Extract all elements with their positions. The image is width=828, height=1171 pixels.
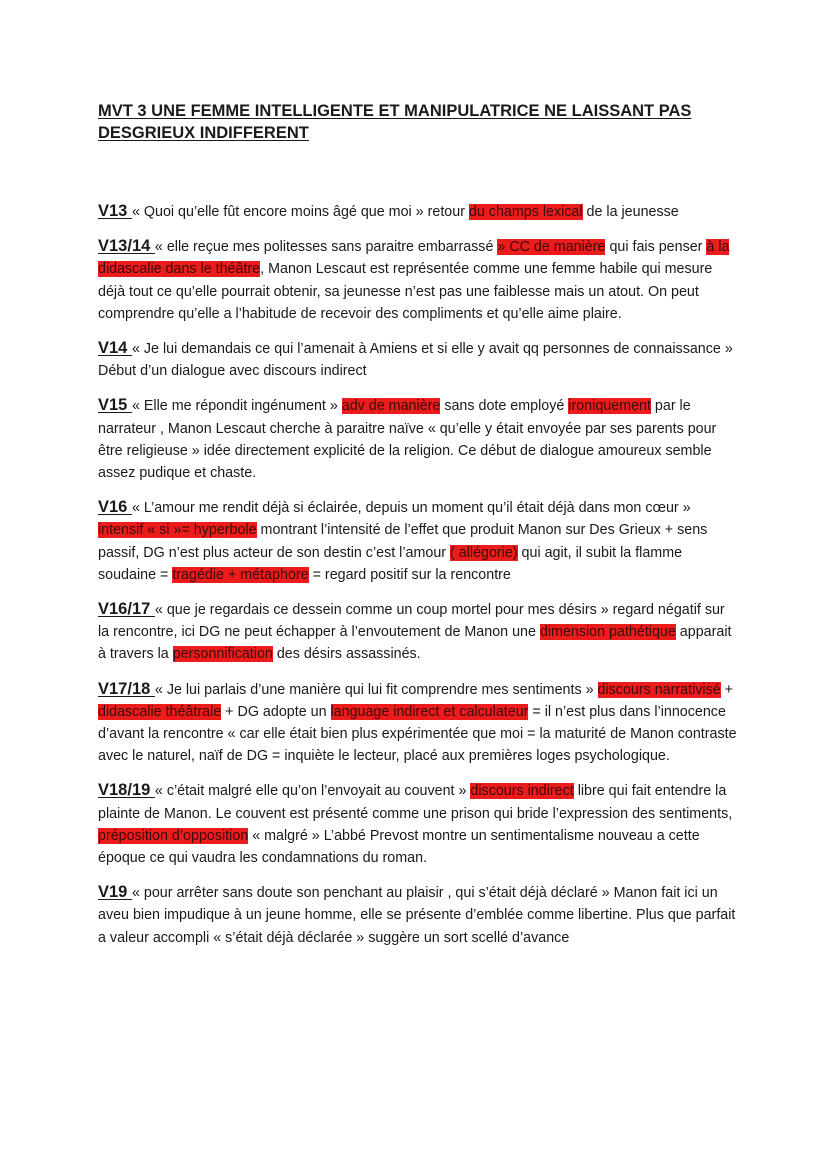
highlighted-term: dimension pathétique — [539, 624, 676, 641]
highlighted-term: » CC de manière — [497, 239, 606, 256]
body-text: « L’amour me rendit déjà si éclairée, depuis un moment qu’il était déjà dans mon cœur » — [131, 500, 691, 517]
body-text: de la jeunesse — [582, 204, 679, 220]
highlighted-term: du champs lexical — [468, 204, 583, 220]
verse-section — [98, 496, 738, 586]
verse-section — [98, 337, 738, 382]
body-text: « Elle me répondit ingénument » — [131, 398, 342, 415]
body-text: sans dote employé — [440, 398, 569, 415]
body-text: « c’était malgré elle qu’on l’envoyait au couvent » — [154, 783, 471, 800]
highlighted-term: préposition d’opposition — [98, 827, 249, 844]
body-text: , Manon Lescaut est représentée comme une femme habile qui mesure déjà tout ce qu’elle pourrait obtenir, sa jeunesse n’est pas une faiblesse mais un atout. On peut comprendre qu’elle a l’habitude de recevoir des compliments et qu’elle aime plaire. — [98, 261, 713, 322]
verse-label: V15 — [98, 396, 132, 415]
body-text: « elle reçue mes politesses sans paraitre embarrassé — [154, 239, 498, 256]
body-text: = il n’est plus dans l’innocence d’avant la rencontre « car elle était bien plus expérimentée que moi = la maturité de Manon contraste avec le naturel, naïf de DG = inquiète le lecteur, placé aux premières loges psychologique. — [98, 703, 737, 765]
verse-label: V13 — [98, 202, 132, 220]
body-text: qui agit, il subit la flamme soudaine = — [98, 544, 683, 583]
verse-section — [98, 779, 738, 869]
body-text: libre qui fait entendre la plainte de Manon. Le couvent est présenté comme une prison qui bride l’expression des sentiments, — [98, 783, 733, 822]
verse-label: V14 — [98, 339, 132, 358]
body-text: + DG adopte un — [221, 703, 331, 720]
verse-label: V18/19 — [98, 781, 155, 800]
body-text: « pour arrêter sans doute son penchant au plaisir , qui s’était déjà déclaré » Manon fait ici un aveu bien impudique à un jeune homme, elle se présente d’emblée comme libertine. Plus que parfait a valeur accompli « s’était déjà déclarée » suggère un sort scellé d’avance — [98, 885, 736, 946]
verse-section — [98, 678, 738, 768]
body-text: « Je lui demandais ce qui l’amenait à Amiens et si elle y avait qq personnes de connaissance » Début d’un dialogue avec discours indirect — [98, 341, 733, 380]
body-text: apparait à travers la — [98, 624, 732, 663]
verse-label: V19 — [98, 883, 132, 902]
highlighted-term: adv de manière — [341, 398, 441, 415]
verse-section — [98, 235, 738, 325]
verse-label: V13/14 — [98, 237, 155, 256]
body-text: « que je regardais ce dessein comme un coup mortel pour mes désirs » regard négatif sur la rencontre, ici DG ne peut échapper à l’envoutement de Manon une — [98, 602, 725, 641]
body-text: qui fais penser — [605, 239, 707, 256]
verse-section — [98, 881, 738, 949]
highlighted-term: à la didascalie dans le théâtre — [98, 239, 730, 278]
body-text: par le narrateur , Manon Lescaut cherche à paraitre naïve « qu’elle y était envoyée par ses parents pour être religieuse » idée directement explicité de la religion. Ce début de dialogue amoureux semble assez pudique et chaste. — [98, 398, 717, 482]
body-text: montrant l’intensité de l’effet que produit Manon sur Des Grieux + sens passif, DG n’est plus acteur de son destin c’est l’amour — [98, 522, 708, 561]
highlighted-term: tragédie + métaphore — [172, 566, 309, 583]
analysis-sections — [98, 200, 738, 961]
highlighted-term: intensif « si »= hyperbole — [98, 522, 257, 539]
verse-section — [98, 394, 738, 484]
highlighted-term: discours indirect — [470, 783, 574, 800]
body-text: + — [720, 681, 734, 698]
body-text: = regard positif sur la rencontre — [308, 566, 511, 583]
highlighted-term: ironiquement — [568, 398, 651, 415]
body-text: « Je lui parlais d’une manière qui lui fit comprendre mes sentiments » — [154, 681, 598, 698]
highlighted-term: didascalie théâtrale — [98, 703, 222, 720]
highlighted-term: discours narrativisé — [597, 681, 721, 698]
verse-section — [98, 200, 738, 223]
page-title: MVT 3 UNE FEMME INTELLIGENTE ET MANIPULATRICE NE LAISSANT PAS DESGRIEUX INDIFFERENT — [98, 102, 692, 142]
body-text: des désirs assassinés. — [272, 646, 421, 663]
highlighted-term: language indirect et calculateur — [330, 703, 529, 720]
verse-label: V17/18 — [98, 679, 155, 698]
verse-label: V16 — [98, 498, 132, 517]
verse-section — [98, 598, 738, 666]
body-text: « Quoi qu’elle fût encore moins âgé que moi » retour — [131, 204, 469, 220]
highlighted-term: ( allégorie) — [450, 544, 518, 561]
body-text: « malgré » L’abbé Prevost montre un sentimentalisme nouveau a cette époque ce qui vaudra les condamnations du roman. — [98, 827, 700, 867]
verse-label: V16/17 — [98, 600, 155, 619]
highlighted-term: personnification — [172, 646, 273, 663]
